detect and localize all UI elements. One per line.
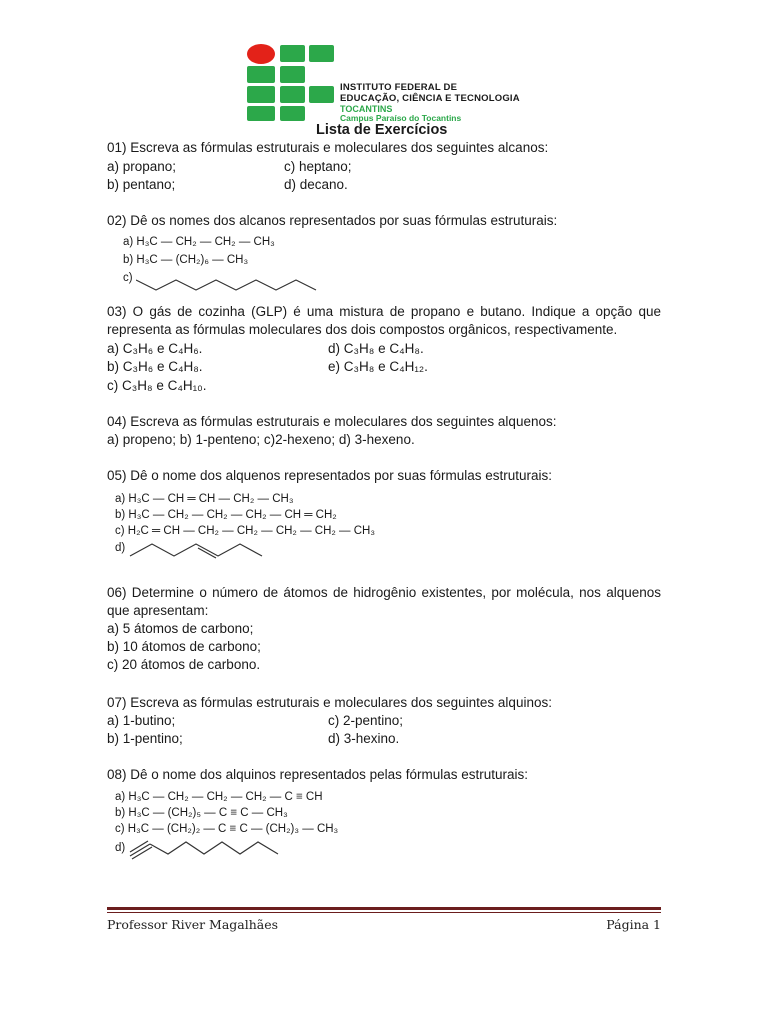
q4-options: a) propeno; b) 1-penteno; c)2-hexeno; d) 3-hexeno. (107, 432, 415, 447)
q1-option-b: b) pentano; (107, 177, 176, 192)
q1-option-d: d) decano. (284, 177, 348, 192)
q4-prompt: 04) Escreva as fórmulas estruturais e moleculares dos seguintes alquenos: (107, 414, 557, 429)
q6-option-a: a) 5 átomos de carbono; (107, 621, 254, 636)
institute-state: TOCANTINS (340, 104, 393, 114)
q7-option-b: b) 1-pentino; (107, 731, 183, 746)
q8-formula-c: c) H₃C — (CH₂)₂ — C ≡ C — (CH₂)₃ — CH₃ (115, 823, 339, 835)
q3-option-e: e) C₃H₈ e C₄H₁₂. (328, 359, 428, 374)
q7-prompt: 07) Escreva as fórmulas estruturais e moleculares dos seguintes alquinos: (107, 695, 552, 710)
q2-formula-c-label: c) (123, 272, 133, 284)
q8-formula-a: a) H₃C — CH₂ — CH₂ — CH₂ — C ≡ CH (115, 791, 323, 803)
q8-formula-b: b) H₃C — (CH₂)₅ — C ≡ C — CH₃ (115, 807, 288, 819)
q6-option-c: c) 20 átomos de carbono. (107, 657, 261, 672)
footer-author: Professor River Magalhães (107, 917, 279, 932)
q2-prompt: 02) Dê os nomes dos alcanos representados por suas fórmulas estruturais: (107, 213, 558, 228)
page-title: Lista de Exercícios (316, 122, 448, 138)
q1-option-c: c) heptano; (284, 159, 352, 174)
q7-option-c: c) 2-pentino; (328, 713, 404, 728)
q3-option-b: b) C₃H₆ e C₄H₈. (107, 359, 203, 374)
q7-option-a: a) 1-butino; (107, 713, 176, 728)
q5-formula-a: a) H₃C — CH ═ CH — CH₂ — CH₃ (115, 493, 294, 505)
footer-rule-thin (107, 912, 661, 913)
q1-prompt: 01) Escreva as fórmulas estruturais e moleculares dos seguintes alcanos: (107, 140, 549, 155)
q2-zigzag-structure (136, 272, 326, 294)
q6-prompt-line2: que apresentam: (107, 603, 209, 618)
q6-option-b: b) 10 átomos de carbono; (107, 639, 261, 654)
institute-name-line2: EDUCAÇÃO, CIÊNCIA E TECNOLOGIA (340, 93, 520, 104)
q8-alkyne-zigzag-structure (128, 834, 288, 860)
q5-alkene-zigzag-structure (128, 538, 270, 560)
q5-formula-d-label: d) (115, 542, 126, 554)
q3-prompt-line2: representa as fórmulas moleculares dos dois compostos orgânicos, respectivamente. (107, 322, 618, 337)
q5-formula-b: b) H₃C — CH₂ — CH₂ — CH₂ — CH ═ CH₂ (115, 509, 337, 521)
institute-campus: Campus Paraíso do Tocantins (340, 113, 462, 123)
q2-formula-b: b) H₃C — (CH₂)₆ — CH₃ (123, 254, 249, 266)
q3-option-c: c) C₃H₈ e C₄H₁₀. (107, 378, 207, 393)
q3-option-d: d) C₃H₈ e C₄H₈. (328, 341, 424, 356)
q3-prompt-line1: 03) O gás de cozinha (GLP) é uma mistura de propano e butano. Indique a opção que (107, 304, 661, 319)
q1-option-a: a) propano; (107, 159, 177, 174)
footer-rule-thick (107, 907, 661, 910)
q8-prompt: 08) Dê o nome dos alquinos representados pelas fórmulas estruturais: (107, 767, 528, 782)
q5-formula-c: c) H₂C ═ CH — CH₂ — CH₂ — CH₂ — CH₂ — CH₃ (115, 525, 376, 537)
q5-prompt: 05) Dê o nome dos alquenos representados por suas fórmulas estruturais: (107, 468, 552, 483)
q3-option-a: a) C₃H₆ e C₄H₆. (107, 341, 203, 356)
q7-option-d: d) 3-hexino. (328, 731, 400, 746)
footer-page-number: Página 1 (606, 917, 661, 932)
q2-formula-a: a) H₃C — CH₂ — CH₂ — CH₃ (123, 236, 275, 248)
q8-formula-d-label: d) (115, 842, 126, 854)
institute-name-line1: INSTITUTO FEDERAL DE (340, 82, 458, 93)
q6-prompt-line1: 06) Determine o número de átomos de hidrogênio existentes, por molécula, nos alquenos (107, 585, 661, 600)
